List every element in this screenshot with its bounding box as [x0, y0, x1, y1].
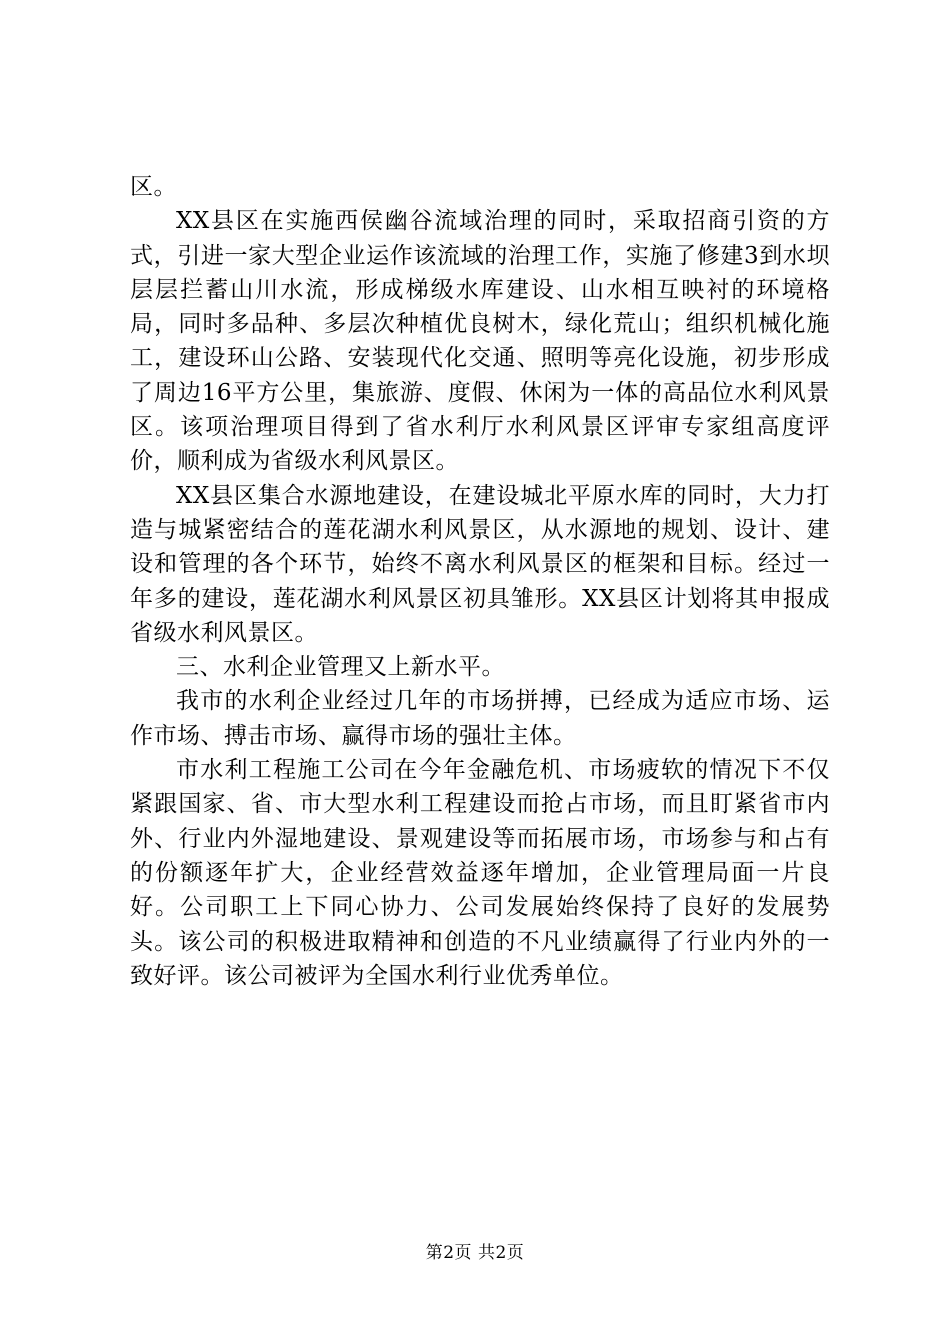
paragraph-xihou-valley: XX县区在实施西侯幽谷流域治理的同时，采取招商引资的方式，引进一家大型企业运作该流域的治理工作，实施了修建3到水坝层层拦蓄山川水流，形成梯级水库建设、山水相互映衬的环境格局，同时多品种、多层次种植优良树木，绿化荒山；组织机械化施工，建设环山公路、安装现代化交通、照明等亮化设施，初步形成了周边16平方公里，集旅游、度假、休闲为一体的高品位水利风景区。该项治理项目得到了省水利厅水利风景区评审专家组高度评价，顺利成为省级水利风景区。 [130, 208, 830, 475]
page-footer: 第2页 共2页 [425, 1243, 525, 1263]
paragraph-enterprise-market: 我市的水利企业经过几年的市场拼搏，已经成为适应市场、运作市场、搏击市场、赢得市场的强壮主体。 [130, 688, 830, 749]
paragraph-continuation: 区。 [130, 174, 177, 200]
paragraph-lotus-lake: XX县区集合水源地建设，在建设城北平原水库的同时，大力打造与城紧密结合的莲花湖水利风景区，从水源地的规划、设计、建设和管理的各个环节，始终不离水利风景区的框架和目标。经过一年多的建设，莲花湖水利风景区初具雏形。XX县区计划将其申报成省级水利风景区。 [130, 482, 830, 646]
document-body [130, 170, 830, 993]
section-heading-enterprise-management: 三、水利企业管理又上新水平。 [176, 654, 505, 681]
paragraph-construction-company: 市水利工程施工公司在今年金融危机、市场疲软的情况下不仅紧跟国家、省、市大型水利工程建设而抢占市场，而且盯紧省市内外、行业内外湿地建设、景观建设等而拓展市场，市场参与和占有的份额逐年扩大，企业经营效益逐年增加，企业管理局面一片良好。公司职工上下同心协力、公司发展始终保持了良好的发展势头。该公司的积极进取精神和创造的不凡业绩赢得了行业内外的一致好评。该公司被评为全国水利行业优秀单位。 [130, 757, 830, 989]
